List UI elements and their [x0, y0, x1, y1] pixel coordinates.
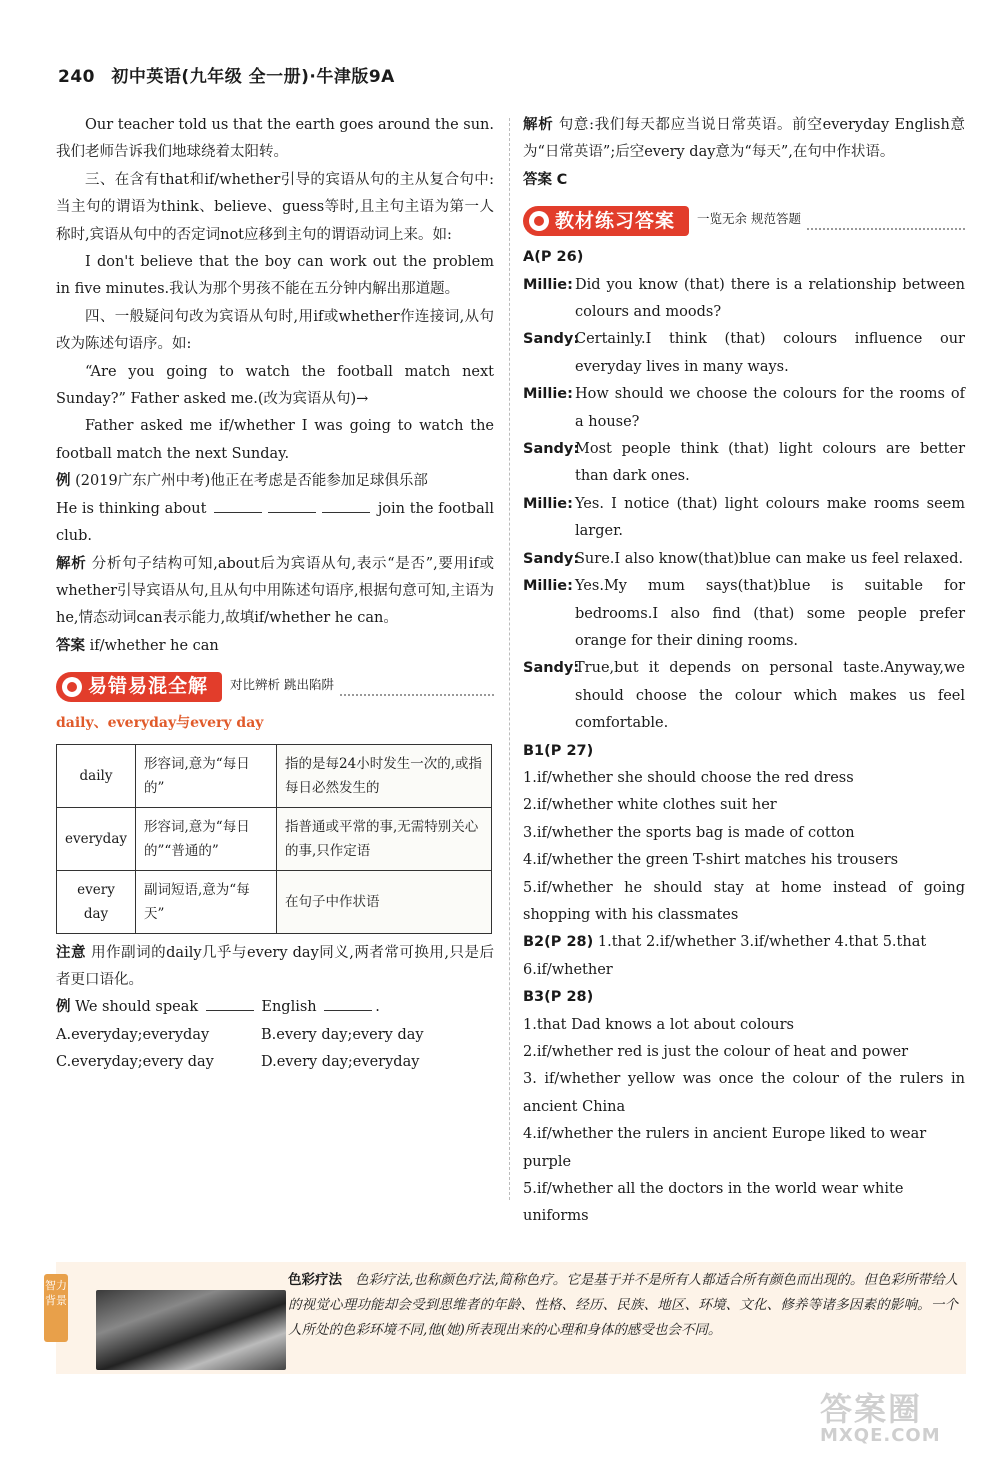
knowledge-badge: 智力背景 — [44, 1274, 68, 1342]
exercise-two-part-a: We should speak — [75, 999, 199, 1016]
section-b2-heading: B2(P 28) — [523, 934, 594, 951]
table-cell-use: 指的是每24小时发生一次的,或指每日必然发生的 — [277, 744, 492, 807]
dialogue-text: Yes.My mum says(that)blue is suitable for bedrooms.I also find (that) some people prefer orange for their dining rooms. — [575, 578, 965, 649]
speaker: Millie: — [523, 386, 573, 403]
list-item: 1.that Dad knows a lot about colours — [523, 1016, 794, 1033]
watermark-logo — [820, 1392, 980, 1450]
dialogue-text: Sure.I also know(that)blue can make us feel relaxed. — [575, 550, 964, 567]
exercise-prompt — [56, 468, 494, 495]
example-label: 例 — [56, 473, 71, 490]
table-cell-word: everyday — [57, 807, 136, 870]
comparison-table — [56, 744, 492, 934]
banner-tag — [523, 206, 689, 236]
right-column — [523, 112, 965, 1231]
banner-rule — [807, 228, 965, 230]
exercise-two-period: . — [375, 999, 380, 1016]
note-text: 用作副词的daily几乎与every day同义,两者常可换用,只是后者更口语化。 — [56, 944, 495, 988]
exercise-sentence-end: join the football club. — [56, 500, 495, 545]
list-item: 5.if/whether he should stay at home instead of going shopping with his classmates — [523, 879, 965, 923]
section-b1-heading: B1(P 27) — [523, 742, 594, 759]
example-three: “Are you going to watch the football match next Sunday?” Father asked me.(改为宾语从句)→ — [56, 363, 494, 408]
answer-blank — [206, 996, 254, 1011]
answer-label: 答案 — [523, 171, 552, 188]
example-chinese: 我们老师告诉我们地球绕着太阳转。 — [56, 144, 288, 161]
list-item: 2.if/whether white clothes suit her — [523, 797, 777, 814]
banner-tag — [56, 672, 222, 702]
answer-label: 答案 — [56, 637, 85, 654]
table-cell-pos: 副词短语,意为“每天” — [136, 870, 277, 933]
speaker: Millie: — [523, 276, 573, 293]
answer-text: C — [556, 171, 568, 188]
banner-title: 易错易混全解 — [88, 675, 209, 698]
knowledge-text-block — [288, 1268, 958, 1343]
table-cell-use: 在句子中作状语 — [277, 870, 492, 933]
speaker: Sandy: — [523, 331, 580, 348]
dialogue-text: Certainly.I think (that) colours influence our everyday lives in many ways. — [575, 331, 965, 375]
analysis-label: 解析 — [56, 555, 87, 572]
banner-bullet-icon — [529, 211, 549, 231]
table-row — [57, 807, 492, 870]
answer-text: if/whether he can — [89, 637, 219, 654]
list-item: 3.if/whether the sports bag is made of cotton — [523, 824, 855, 841]
column-divider — [509, 118, 510, 1200]
speaker: Sandy: — [523, 660, 580, 677]
background-knowledge-box — [45, 1262, 966, 1374]
analysis — [523, 112, 965, 167]
example-three-answer: Father asked me if/whether I was going to watch the football match the next Sunday. — [56, 418, 494, 462]
page-header — [58, 62, 958, 88]
list-item: 3. if/whether yellow was once the colour of the rulers in ancient China — [523, 1071, 965, 1115]
answer-blank — [324, 996, 372, 1011]
banner-title: 教材练习答案 — [555, 209, 676, 232]
dialogue-text: Most people think (that) light colours are better than dark ones. — [575, 441, 965, 485]
dialogue-text: How should we choose the colours for the rooms of a house? — [575, 386, 965, 430]
analysis-text: 句意:我们每天都应当说日常英语。前空everyday English意为“日常英语”;后空every day意为“每天”,在句中作状语。 — [523, 117, 966, 161]
exercise-sentence-start: He is thinking about — [56, 500, 207, 517]
table-row — [57, 744, 492, 807]
section-b3-heading: B3(P 28) — [523, 989, 594, 1006]
option-c: C.everyday;every day — [56, 1054, 214, 1071]
list-item: 4.if/whether the green T-shirt matches his trousers — [523, 852, 899, 869]
list-item: 1.if/whether she should choose the red dress — [523, 769, 854, 786]
example-two: I don't believe that the boy can work out the problem in five minutes.我认为那个男孩不能在五分钟内解出那道题。 — [56, 254, 494, 298]
dialogue-line — [523, 326, 965, 381]
dialogue-line — [523, 546, 965, 573]
list-item: 5.if/whether all the doctors in the world wear white uniforms — [523, 1181, 904, 1225]
speaker: Millie: — [523, 578, 573, 595]
section-b2-answers: 1.that 2.if/whether 3.if/whether 4.that 5.that 6.if/whether — [523, 934, 927, 978]
table-cell-word: daily — [57, 744, 136, 807]
dialogue-line — [523, 655, 965, 737]
answer — [523, 167, 965, 194]
analysis-label: 解析 — [523, 117, 554, 133]
left-column — [56, 112, 494, 1077]
option-d: D.every day;everyday — [261, 1054, 420, 1071]
exercise-sentence — [56, 496, 494, 551]
option-a: A.everyday;everyday — [56, 1026, 210, 1043]
section-banner-confusion — [56, 668, 494, 702]
option-b: B.every day;every day — [261, 1026, 424, 1043]
list-item: 2.if/whether red is just the colour of heat and power — [523, 1044, 909, 1060]
table-cell-use: 指普通或平常的事,无需特别关心的事,只作定语 — [277, 807, 492, 870]
answer-blank — [268, 498, 316, 513]
table-cell-pos: 形容词,意为“每日的”“普通的” — [136, 807, 277, 870]
watermark-text: 答案圈 — [820, 1390, 923, 1428]
book-title: 初中英语(九年级 全一册)·牛津版9A — [111, 67, 395, 87]
table-cell-pos: 形容词,意为“每日的” — [136, 744, 277, 807]
rule-three: 三、在含有that和if/whether引导的宾语从句的主从复合句中:当主句的谓语为think、believe、guess等时,且主句主语为第一人称时,宾语从句中的否定词not应移到主句的谓语动词上来。如: — [56, 171, 494, 243]
pills-photo — [96, 1290, 286, 1370]
note — [56, 940, 494, 995]
list-item: 4.if/whether the rulers in ancient Europe liked to wear purple — [523, 1126, 927, 1170]
answer-blank — [214, 498, 262, 513]
watermark-url: MXQE.COM — [820, 1425, 941, 1446]
exercise-two — [56, 994, 494, 1021]
rule-four: 四、一般疑问句改为宾语从句时,用if或whether作连接词,从句改为陈述句语序。如: — [56, 308, 494, 353]
speaker: Millie: — [523, 495, 573, 512]
table-cell-word: every day — [57, 870, 136, 933]
comparison-title: daily、everyday与every day — [56, 715, 264, 732]
section-a-heading: A(P 26) — [523, 249, 584, 266]
speaker: Sandy: — [523, 441, 580, 458]
answer — [56, 633, 494, 660]
exercise-chinese: (2019广东广州中考)他正在考虑是否能参加足球俱乐部 — [75, 473, 428, 490]
knowledge-title: 色彩疗法 — [288, 1272, 343, 1288]
banner-subtitle: 一览无余 规范答题 — [697, 210, 801, 226]
dialogue-line — [523, 272, 965, 327]
banner-rule — [340, 694, 494, 696]
options-grid — [56, 1022, 494, 1077]
example-label: 例 — [56, 999, 71, 1016]
answer-blank — [322, 498, 370, 513]
speaker: Sandy: — [523, 550, 580, 567]
note-label: 注意 — [56, 944, 87, 961]
section-b2 — [523, 929, 965, 984]
dialogue-line — [523, 491, 965, 546]
section-banner-textbook — [523, 202, 965, 236]
page-number: 240 — [58, 67, 95, 87]
dialogue-line — [523, 436, 965, 491]
analysis-text: 分析句子结构可知,about后为宾语从句,表示“是否”,要用if或whether引导宾语从句,且从句中用陈述句语序,根据句意可知,主语为he,情态动词can表示能力,故填if/whether he can。 — [56, 555, 495, 627]
dialogue-line — [523, 381, 965, 436]
dialogue-text: Did you know (that) there is a relationship between colours and moods? — [575, 276, 965, 321]
table-row — [57, 870, 492, 933]
banner-subtitle: 对比辨析 跳出陷阱 — [230, 676, 334, 692]
knowledge-text: 色彩疗法,也称颜色疗法,简称色疗。它是基于并不是所有人都适合所有颜色而出现的。但色彩所带给人的视觉心理功能却会受到思维者的年龄、性格、经历、民族、地区、环境、文化、修养等诸多因素的影响。一个人所处的色彩环境不同,他(她)所表现出来的心理和身体的感受也会不同。 — [288, 1272, 958, 1338]
dialogue-text: Yes. I notice (that) light colours make rooms seem larger. — [575, 495, 965, 540]
banner-bullet-icon — [62, 677, 82, 697]
example-english: Our teacher told us that the earth goes around the sun. — [85, 117, 495, 133]
analysis — [56, 551, 494, 633]
exercise-two-part-b: English — [261, 999, 317, 1016]
dialogue-text: True,but it depends on personal taste.Anyway,we should choose the colour which makes us feel comfortable. — [575, 660, 965, 732]
dialogue-line — [523, 573, 965, 655]
